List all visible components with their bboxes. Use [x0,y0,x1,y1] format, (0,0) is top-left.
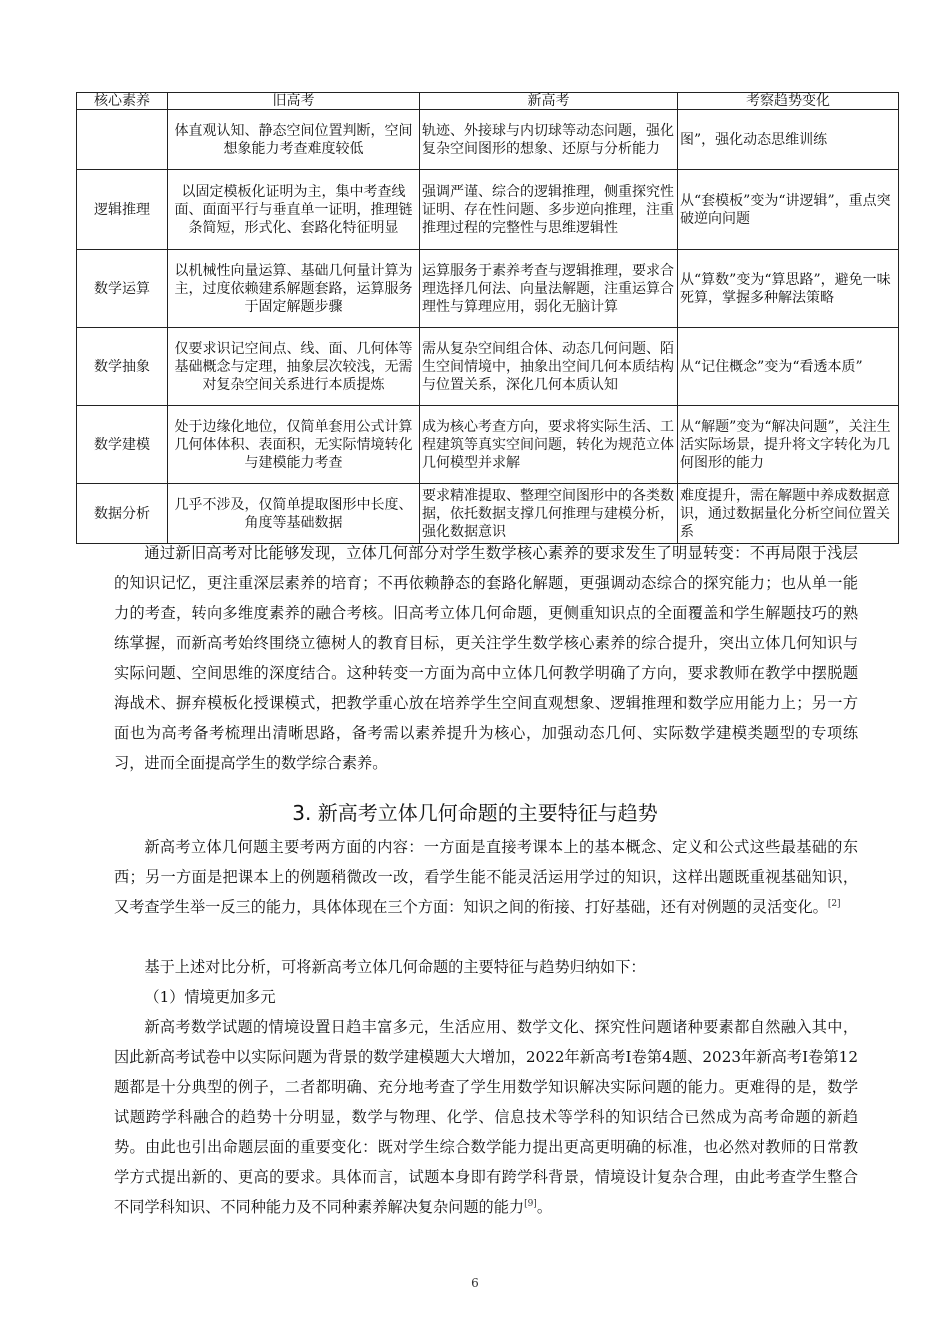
page-number: 6 [471,1276,479,1290]
header-new-exam: 新高考 [420,93,678,110]
row-key: 数据分析 [77,484,168,544]
citation-ref: [9] [524,1198,537,1209]
paragraph-summary-intro: 基于上述对比分析，可将新高考立体几何命题的主要特征与趋势归纳如下： [144,958,646,976]
row-old: 仅要求识记空间点、线、面、几何体等基础概念与定理，抽象层次较浅，无需对复杂空间关系进行本质提炼 [168,328,420,406]
row-trend: 从“解题”变为“解决问题”，关注生活实际场景，提升将文字转化为几何图形的能力 [678,406,899,484]
paragraph-comparison-summary: 通过新旧高考对比能够发现，立体几何部分对学生数学核心素养的要求发生了明显转变：不再局限于浅层的知识记忆，更注重深层素养的培育；不再依赖静态的套路化解题，更强调动态综合的探究能力；也从单一能力的考查，转向多维度素养的融合考核。旧高考立体几何命题，更侧重知识点的全面覆盖和学生解题技巧的熟练掌握，而新高考始终围绕立德树人的教育目标，更关注学生数学核心素养的综合提升，突出立体几何知识与实际问题、空间思维的深度结合。这种转变一方面为高中立体几何教学明确了方向，要求教师在教学中摆脱题海战术、摒弃模板化授课模式，把教学重心放在培养学生空间直观想象、逻辑推理和数学应用能力上；另一方面也为高考备考梳理出清晰思路，备考需以素养提升为核心，加强动态几何、实际数学建模类题型的专项练习，进而全面提高学生的数学综合素养。 [114,544,858,772]
paragraph-exam-content-text: 新高考立体几何题主要考两方面的内容：一方面是直接考课本上的基本概念、定义和公式这些最基础的东西；另一方面是把课本上的例题稍微改一改，看学生能不能灵活运用学过的知识，这样出题既重视基础知识，又考查学生举一反三的能力，具体体现在三个方面：知识之间的衔接、打好基础，还有对例题的灵活变化。 [114,838,858,916]
row-key: 数学运算 [77,250,168,328]
row-new: 运算服务于素养考查与逻辑推理，要求合理选择几何法、向量法解题，注重运算合理性与算理应用，弱化无脑计算 [420,250,678,328]
row-new: 成为核心考查方向，要求将实际生活、工程建筑等真实空间问题，转化为规范立体几何模型并求解 [420,406,678,484]
row-trend: 从“记住概念”变为“看透本质” [678,328,899,406]
citation-ref: [2] [827,898,841,909]
row-trend: 从“算数”变为“算思路”，避免一味死算，掌握多种解法策略 [678,250,899,328]
row-old: 处于边缘化地位，仅简单套用公式计算几何体体积、表面积，无实际情境转化与建模能力考查 [168,406,420,484]
paragraph-exam-content [114,832,858,922]
paragraph-contexts-text: 新高考数学试题的情境设置日趋丰富多元，生活应用、数学文化、探究性问题诸种要素都自然融入其中，因此新高考试卷中以实际问题为背景的数学建模题大大增加，2022年新高考Ⅰ卷第4题、2023年新高考Ⅰ卷第12题都是十分典型的例子，二者都明确、充分地考查了学生用数学知识解决实际问题的能力。更难得的是，数学试题跨学科融合的趋势十分明显，数学与物理、化学、信息技术等学科的知识结合已然成为高考命题的新趋势。由此也引出命题层面的重要变化：既对学生综合数学能力提出更高更明确的标准，也必然对教师的日常教学方式提出新的、更高的要求。具体而言，试题本身即有跨学科背景，情境设计复杂合理，由此考查学生整合不同学科知识、不同种能力及不同种素养解决复杂问题的能力 [114,1018,858,1216]
row-old: 体直观认知、静态空间位置判断，空间想象能力考查难度较低 [168,110,420,170]
table-row [77,406,899,484]
row-key: 数学抽象 [77,328,168,406]
row-trend: 从“套模板”变为“讲逻辑”，重点突破逆向问题 [678,170,899,250]
row-trend: 图”，强化动态思维训练 [678,110,899,170]
table-row [77,250,899,328]
subheading-diverse-contexts: （1）情境更加多元 [144,988,276,1006]
section-heading: 3. 新高考立体几何命题的主要特征与趋势 [292,801,658,825]
table-header-row [77,93,899,110]
table-row [77,170,899,250]
row-old: 以固定模板化证明为主，集中考查线面、面面平行与垂直单一证明，推理链条简短，形式化、套路化特征明显 [168,170,420,250]
row-old: 几乎不涉及，仅简单提取图形中长度、角度等基础数据 [168,484,420,544]
row-key: 逻辑推理 [77,170,168,250]
row-new: 轨迹、外接球与内切球等动态问题，强化复杂空间图形的想象、还原与分析能力 [420,110,678,170]
row-new: 需从复杂空间组合体、动态几何问题、陌生空间情境中，抽象出空间几何本质结构与位置关系，深化几何本质认知 [420,328,678,406]
table-row [77,110,899,170]
table-row [77,484,899,544]
row-key: 数学建模 [77,406,168,484]
paragraph-contexts-end: 。 [536,1198,552,1216]
header-core-literacy: 核心素养 [77,93,168,110]
row-new: 要求精准提取、整理空间图形中的各类数据，依托数据支撑几何推理与建模分析，强化数据意识 [420,484,678,544]
row-new: 强调严谨、综合的逻辑推理，侧重探究性证明、存在性问题、多步逆向推理，注重推理过程的完整性与思维逻辑性 [420,170,678,250]
row-old: 以机械性向量运算、基础几何量计算为主，过度依赖建系解题套路，运算服务于固定解题步骤 [168,250,420,328]
table-row [77,328,899,406]
header-trend: 考察趋势变化 [678,93,899,110]
row-trend: 难度提升，需在解题中养成数据意识，通过数据量化分析空间位置关系 [678,484,899,544]
header-old-exam: 旧高考 [168,93,420,110]
paragraph-contexts [114,1012,858,1222]
row-key [77,110,168,170]
comparison-table [76,92,899,544]
